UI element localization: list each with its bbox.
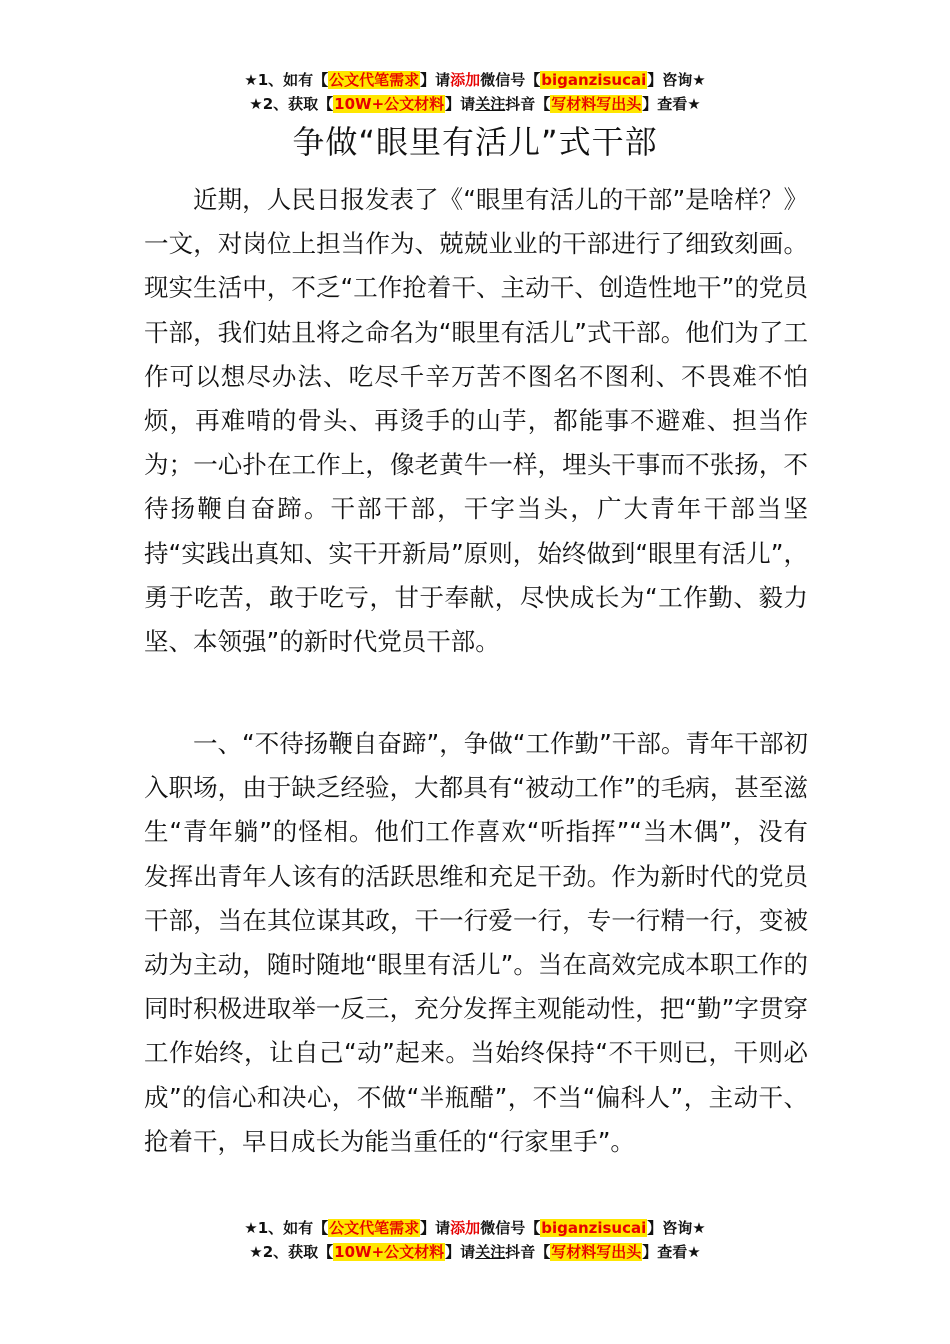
promo-text: 】查看 bbox=[642, 95, 688, 113]
promo-text: 1、如有【 bbox=[257, 1219, 329, 1237]
promo-banner-top bbox=[0, 68, 950, 116]
promo-banner-bottom bbox=[0, 1216, 950, 1264]
promo-line-2 bbox=[0, 1240, 950, 1264]
promo-text: 微信号【 bbox=[480, 1219, 541, 1237]
paragraph: 一、“不待扬鞭自奋蹄”，争做“工作勤”干部。青年干部初入职场，由于缺乏经验，大都具有“被动工作”的毛病，甚至滋生“青年躺”的怪相。他们工作喜欢“听指挥”“当木偶”，没有发挥出青年人该有的活跃思维和充足干劲。作为新时代的党员干部，当在其位谋其政，干一行爱一行，专一行精一行，变被动为主动，随时随地“眼里有活儿”。当在高效完成本职工作的同时积极进取举一反三，充分发挥主观能动性，把“勤”字贯穿工作始终，让自己“动”起来。当始终保持“不干则已，干则必成”的信心和决心，不做“半瓶醋”，不当“偏科人”，主动干、抢着干，早日成长为能当重任的“行家里手”。 bbox=[144, 729, 808, 1156]
article-body-block-2 bbox=[144, 722, 808, 1164]
promo-emphasis: 添加 bbox=[450, 71, 481, 89]
promo-highlight: 10W+公文材料 bbox=[334, 1243, 445, 1261]
star-icon: ★ bbox=[687, 1243, 701, 1261]
douyin-account-highlight: 写材料写出头 bbox=[551, 1243, 642, 1261]
douyin-account-highlight: 写材料写出头 bbox=[551, 95, 642, 113]
star-icon: ★ bbox=[249, 1243, 263, 1261]
star-icon: ★ bbox=[244, 71, 258, 89]
promo-text: 】请 bbox=[445, 1243, 476, 1261]
wechat-id-highlight: biganzisucai bbox=[541, 1219, 647, 1237]
promo-text: 】咨询 bbox=[647, 71, 693, 89]
promo-text: 】请 bbox=[420, 71, 451, 89]
star-icon: ★ bbox=[692, 1219, 706, 1237]
article-title: 争做“眼里有活儿”式干部 bbox=[292, 123, 658, 161]
promo-text: 2、获取【 bbox=[262, 95, 334, 113]
promo-emphasis: 添加 bbox=[450, 1219, 481, 1237]
promo-emphasis: 关注 bbox=[475, 95, 506, 113]
article-body-block-1 bbox=[144, 178, 808, 664]
star-icon: ★ bbox=[692, 71, 706, 89]
promo-text: 】查看 bbox=[642, 1243, 688, 1261]
star-icon: ★ bbox=[244, 1219, 258, 1237]
promo-text: 1、如有【 bbox=[257, 71, 329, 89]
paragraph: 近期，人民日报发表了《“眼里有活儿的干部”是啥样？》一文，对岗位上担当作为、兢兢业业的干部进行了细致刻画。现实生活中，不乏“工作抢着干、主动干、创造性地干”的党员干部，我们姑且将之命名为“眼里有活儿”式干部。他们为了工作可以想尽办法、吃尽千辛万苦不图名不图利、不畏难不怕烦，再难啃的骨头、再烫手的山芋，都能事不避难、担当作为；一心扑在工作上，像老黄牛一样，埋头干事而不张扬，不待扬鞭自奋蹄。干部干部，干字当头，广大青年干部当坚持“实践出真知、实干开新局”原则，始终做到“眼里有活儿”，勇于吃苦，敢于吃亏，甘于奉献，尽快成长为“工作勤、毅力坚、本领强”的新时代党员干部。 bbox=[144, 185, 808, 657]
promo-text: 微信号【 bbox=[480, 71, 541, 89]
promo-text: 2、获取【 bbox=[262, 1243, 334, 1261]
promo-highlight: 公文代笔需求 bbox=[329, 1219, 420, 1237]
promo-text: 抖音【 bbox=[505, 95, 551, 113]
wechat-id-highlight: biganzisucai bbox=[541, 71, 647, 89]
promo-text: 】咨询 bbox=[647, 1219, 693, 1237]
promo-highlight: 公文代笔需求 bbox=[329, 71, 420, 89]
promo-text: 】请 bbox=[445, 95, 476, 113]
promo-emphasis: 关注 bbox=[475, 1243, 506, 1261]
promo-line-1 bbox=[0, 68, 950, 92]
promo-text: 】请 bbox=[420, 1219, 451, 1237]
star-icon: ★ bbox=[687, 95, 701, 113]
promo-highlight: 10W+公文材料 bbox=[334, 95, 445, 113]
promo-line-1 bbox=[0, 1216, 950, 1240]
promo-line-2 bbox=[0, 92, 950, 116]
star-icon: ★ bbox=[249, 95, 263, 113]
promo-text: 抖音【 bbox=[505, 1243, 551, 1261]
